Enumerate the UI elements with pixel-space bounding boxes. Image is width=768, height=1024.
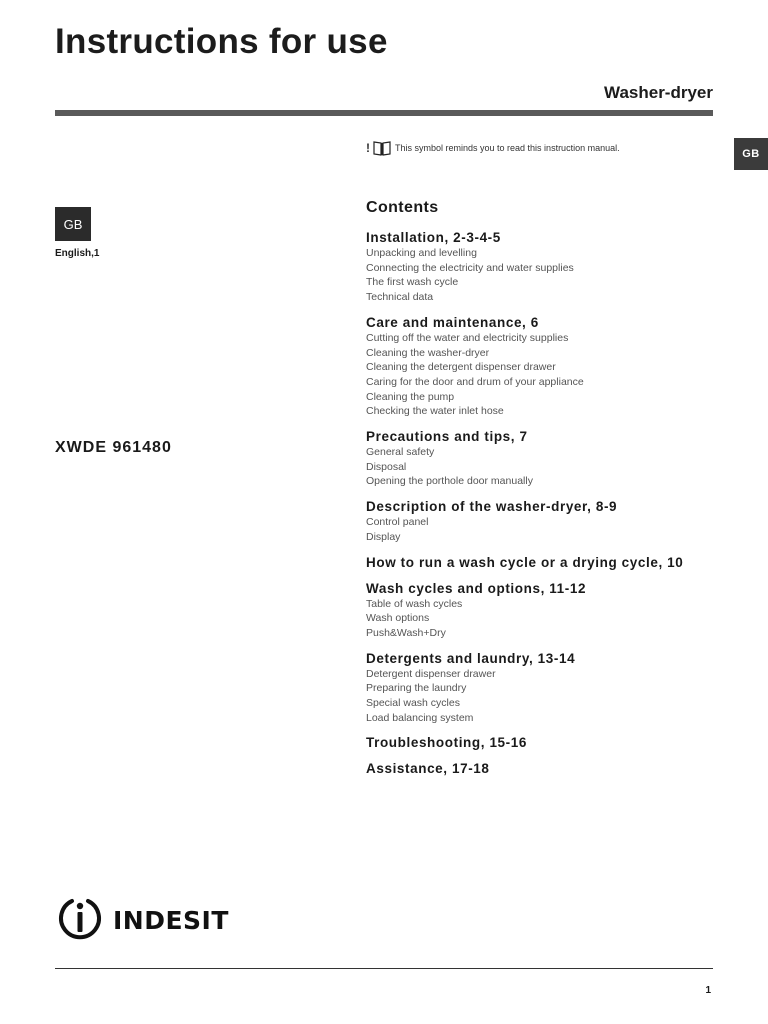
manual-notice-text: This symbol reminds you to read this instruction manual. <box>395 143 620 153</box>
contents-item: Special wash cycles <box>366 697 460 710</box>
page-number: 1 <box>705 985 711 996</box>
contents-section <box>366 734 726 751</box>
contents-section <box>366 314 726 419</box>
contents-section-title: Installation, 2-3-4-5 <box>366 230 501 245</box>
model-number: XWDE 961480 <box>55 439 172 456</box>
contents-section <box>366 498 726 544</box>
manual-warning-icon: ! <box>366 140 392 156</box>
contents-item: Load balancing system <box>366 711 474 724</box>
contents-section <box>366 554 726 571</box>
contents-item: Cleaning the detergent dispenser drawer <box>366 361 556 374</box>
contents-title: Contents <box>366 199 439 216</box>
contents-section <box>366 580 726 641</box>
contents-item: Push&Wash+Dry <box>366 626 446 639</box>
contents-item: Checking the water inlet hose <box>366 405 504 418</box>
brand-logo <box>55 895 229 946</box>
contents-item: Table of wash cycles <box>366 597 463 610</box>
contents-item: Cleaning the pump <box>366 390 455 403</box>
contents-section-title: Detergents and laundry, 13-14 <box>366 650 576 666</box>
footer-divider <box>55 968 713 969</box>
contents-item: Wash options <box>366 612 430 625</box>
brand-name: INDESIT <box>113 906 229 935</box>
contents-section-title: Wash cycles and options, 11-12 <box>366 580 587 596</box>
document-title: Instructions for use <box>55 22 388 61</box>
contents-section <box>366 229 726 305</box>
table-of-contents <box>366 199 726 786</box>
manual-notice <box>366 140 620 156</box>
contents-item: Caring for the door and drum of your appliance <box>366 375 584 388</box>
contents-item: Control panel <box>366 516 429 529</box>
contents-section-title: Description of the washer-dryer, 8-9 <box>366 499 618 515</box>
contents-item: General safety <box>366 446 435 459</box>
contents-section-title: Care and maintenance, 6 <box>366 314 539 330</box>
contents-item: Opening the porthole door manually <box>366 475 533 488</box>
language-side-tab: GB <box>734 138 768 170</box>
contents-item: Unpacking and levelling <box>366 247 477 259</box>
language-badge: GB <box>55 207 91 241</box>
contents-section-title: How to run a wash cycle or a drying cycle, 10 <box>366 554 684 570</box>
contents-item: Technical data <box>366 291 434 304</box>
contents-item: The first wash cycle <box>366 276 459 289</box>
contents-item: Cleaning the washer-dryer <box>366 346 490 359</box>
indesit-logo-icon <box>55 895 105 946</box>
contents-item: Cutting off the water and electricity supplies <box>366 331 569 344</box>
contents-section-title: Precautions and tips, 7 <box>366 429 528 445</box>
contents-item: Display <box>366 530 401 543</box>
document-subtitle: Washer-dryer <box>604 83 713 102</box>
contents-item: Detergent dispenser drawer <box>366 667 496 680</box>
contents-item: Disposal <box>366 460 407 473</box>
contents-section <box>366 650 726 726</box>
header-divider <box>55 110 713 116</box>
contents-item: Connecting the electricity and water supplies <box>366 261 574 274</box>
contents-sections <box>366 229 726 777</box>
contents-section <box>366 760 726 777</box>
contents-section <box>366 428 726 489</box>
contents-section-title: Assistance, 17-18 <box>366 761 490 777</box>
contents-item: Preparing the laundry <box>366 682 467 695</box>
language-label: English,1 <box>55 248 100 259</box>
contents-section-title: Troubleshooting, 15-16 <box>366 735 527 751</box>
